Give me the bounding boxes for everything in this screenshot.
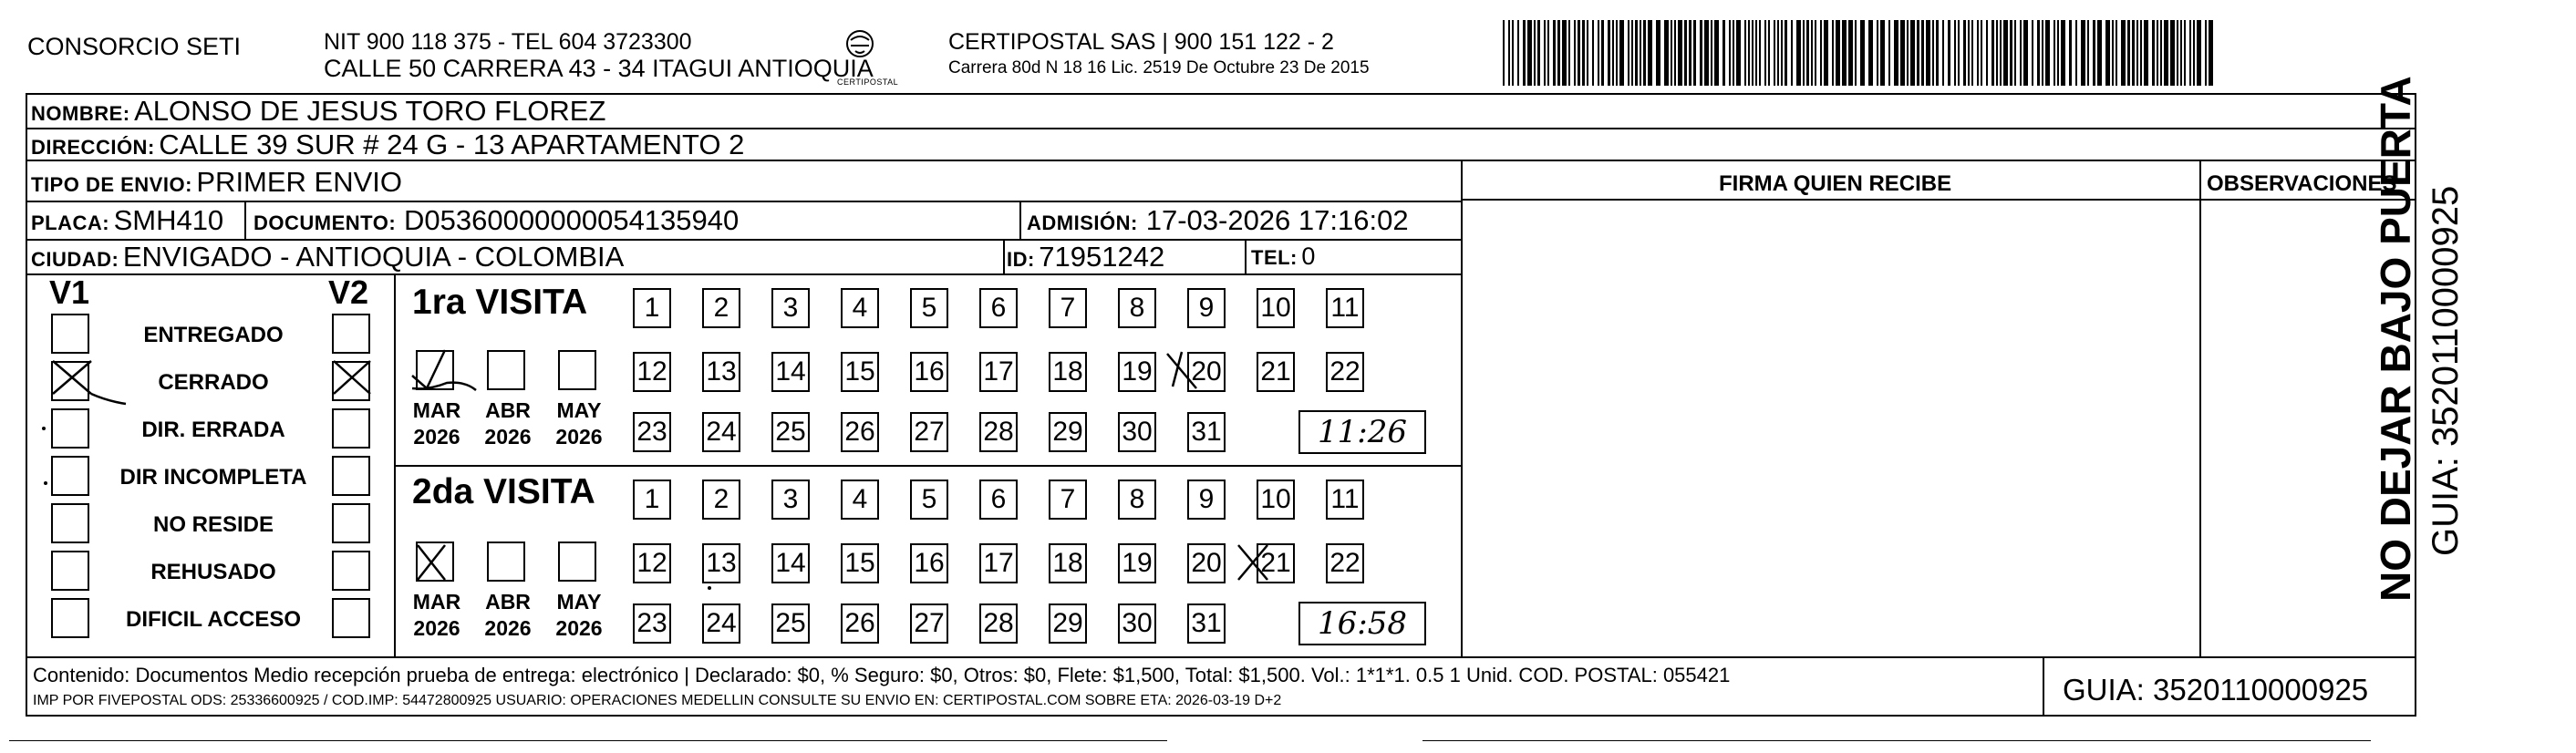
month-name: MAY — [556, 398, 602, 422]
day-box[interactable]: 2 — [702, 480, 740, 520]
day-box[interactable]: 1 — [633, 480, 671, 520]
imp-line: IMP POR FIVEPOSTAL ODS: 25336600925 / COD.IMP: 54472800925 USUARIO: OPERACIONES MEDELLIN CONSULTE SU ENVIO EN: CERTIPOSTAL.COM SOBRE ETA: 2026-03-19 D+2 — [33, 693, 1282, 708]
month-year: 2026 — [555, 424, 603, 449]
day-box[interactable]: 21 — [1257, 352, 1295, 392]
day-box[interactable]: 8 — [1118, 288, 1156, 328]
observaciones-header: OBSERVACIONES — [2207, 171, 2397, 196]
day-box[interactable]: 24 — [702, 412, 740, 452]
day-box[interactable]: 21 — [1257, 543, 1295, 583]
admision-value: 17-03-2026 17:16:02 — [1145, 204, 1409, 236]
day-box[interactable]: 25 — [771, 603, 810, 644]
company-name: CONSORCIO SETI — [27, 33, 242, 60]
month-name: ABR — [485, 590, 531, 614]
ciudad-label: CIUDAD: — [31, 248, 119, 271]
visit2-time: 16:58 — [1318, 605, 1407, 642]
day-box[interactable]: 16 — [910, 352, 948, 392]
day-box[interactable]: 29 — [1049, 412, 1087, 452]
status-label: CERRADO — [158, 370, 269, 395]
day-box[interactable]: 16 — [910, 543, 948, 583]
day-box[interactable]: 22 — [1326, 352, 1364, 392]
day-box[interactable]: 26 — [841, 603, 879, 644]
month-year: 2026 — [555, 615, 603, 640]
month-name: MAR — [412, 398, 461, 422]
status-label: REHUSADO — [150, 560, 276, 584]
visit1-time-box[interactable] — [1298, 410, 1426, 454]
tipo-value: PRIMER ENVIO — [196, 166, 403, 198]
day-box[interactable]: 23 — [633, 603, 671, 644]
admision-label: ADMISIÓN: — [1027, 211, 1138, 234]
day-box[interactable]: 13 — [702, 543, 740, 583]
month-year: 2026 — [413, 424, 460, 449]
address-line: CALLE 50 CARRERA 43 - 34 ITAGUI ANTIOQUIA — [324, 55, 874, 82]
day-box[interactable]: 3 — [771, 480, 810, 520]
side-guia: GUIA: 3520110000925 — [2426, 185, 2466, 556]
nombre-label: NOMBRE: — [31, 102, 130, 125]
day-box[interactable]: 5 — [910, 288, 948, 328]
day-box[interactable]: 1 — [633, 288, 671, 328]
day-box[interactable]: 11 — [1326, 480, 1364, 520]
day-box[interactable]: 18 — [1049, 352, 1087, 392]
day-box[interactable]: 30 — [1118, 412, 1156, 452]
license-line: Carrera 80d N 18 16 Lic. 2519 De Octubre 23 De 2015 — [948, 58, 1370, 77]
placa-value: SMH410 — [113, 204, 224, 236]
tipo-label: TIPO DE ENVIO: — [31, 173, 192, 196]
month-name: MAR — [412, 590, 461, 614]
day-box[interactable]: 13 — [702, 352, 740, 392]
day-box[interactable]: 28 — [979, 412, 1018, 452]
day-box[interactable]: 8 — [1118, 480, 1156, 520]
visit1-time: 11:26 — [1318, 414, 1407, 450]
v2-header: V2 — [328, 273, 369, 311]
month-year: 2026 — [413, 615, 460, 640]
day-box[interactable]: 20 — [1187, 543, 1226, 583]
documento-label: DOCUMENTO: — [253, 211, 397, 234]
month-name: ABR — [485, 398, 531, 422]
documento-value: D05360000000054135940 — [404, 204, 740, 236]
direccion-label: DIRECCIÓN: — [31, 136, 155, 159]
day-box[interactable]: 29 — [1049, 603, 1087, 644]
month-year: 2026 — [484, 424, 532, 449]
direccion-value: CALLE 39 SUR # 24 G - 13 APARTAMENTO 2 — [159, 129, 745, 160]
visit2-time-box[interactable] — [1298, 602, 1426, 645]
day-box[interactable]: 4 — [841, 288, 879, 328]
id-value: 71951242 — [1039, 241, 1165, 273]
status-label: DIR INCOMPLETA — [119, 465, 307, 490]
nit-line: NIT 900 118 375 - TEL 604 3723300 — [324, 29, 692, 55]
placa-label: PLACA: — [31, 211, 110, 234]
day-box[interactable]: 10 — [1257, 288, 1295, 328]
visit1-title: 1ra VISITA — [412, 283, 588, 322]
tel-value: 0 — [1301, 242, 1316, 270]
tel-label: TEL: — [1251, 246, 1298, 269]
day-box[interactable]: 9 — [1187, 288, 1226, 328]
v1-header: V1 — [49, 273, 90, 311]
day-box[interactable]: 19 — [1118, 543, 1156, 583]
day-box[interactable]: 7 — [1049, 480, 1087, 520]
day-box[interactable]: 12 — [633, 352, 671, 392]
day-box[interactable]: 5 — [910, 480, 948, 520]
nombre-value: ALONSO DE JESUS TORO FLOREZ — [134, 95, 606, 127]
day-box[interactable]: 20 — [1187, 352, 1226, 392]
day-box[interactable]: 15 — [841, 543, 879, 583]
day-box[interactable]: 14 — [771, 543, 810, 583]
id-label: ID: — [1007, 248, 1035, 271]
day-box[interactable]: 6 — [979, 480, 1018, 520]
ciudad-value: ENVIGADO - ANTIOQUIA - COLOMBIA — [122, 241, 625, 273]
no-dejar-bajo-puerta: NO DEJAR BAJO PUERTA — [2372, 76, 2419, 602]
day-box[interactable]: 10 — [1257, 480, 1295, 520]
day-box[interactable]: 2 — [702, 288, 740, 328]
status-label: NO RESIDE — [152, 512, 274, 537]
day-box[interactable]: 27 — [910, 603, 948, 644]
status-label: ENTREGADO — [143, 323, 284, 347]
day-box[interactable]: 27 — [910, 412, 948, 452]
day-box[interactable]: 17 — [979, 352, 1018, 392]
status-label: DIFICIL ACCESO — [125, 607, 301, 632]
status-label: DIR. ERRADA — [141, 418, 285, 442]
day-box[interactable]: 4 — [841, 480, 879, 520]
day-box[interactable]: 3 — [771, 288, 810, 328]
month-year: 2026 — [484, 615, 532, 640]
day-box[interactable]: 25 — [771, 412, 810, 452]
day-box[interactable]: 7 — [1049, 288, 1087, 328]
guia-box: GUIA: 3520110000925 — [2063, 673, 2369, 707]
day-box[interactable]: 23 — [633, 412, 671, 452]
day-box[interactable]: 11 — [1326, 288, 1364, 328]
firma-header: FIRMA QUIEN RECIBE — [1719, 171, 1952, 196]
day-box[interactable]: 28 — [979, 603, 1018, 644]
contenido-line: Contenido: Documentos Medio recepción prueba de entrega: electrónico | Declarado: $0, % Seguro: $0, Otros: $0, Flete: $1,500, Total: $1,500. Vol.: 1*1*1. 0.5 1 Unid. COD. POSTAL: 055421 — [33, 664, 1731, 686]
visit2-title: 2da VISITA — [412, 472, 595, 511]
day-box[interactable]: 14 — [771, 352, 810, 392]
day-box[interactable]: 17 — [979, 543, 1018, 583]
day-box[interactable]: 9 — [1187, 480, 1226, 520]
day-box[interactable]: 22 — [1326, 543, 1364, 583]
day-box[interactable]: 26 — [841, 412, 879, 452]
certipostal-line: CERTIPOSTAL SAS | 900 151 122 - 2 — [948, 29, 1334, 55]
day-box[interactable]: 19 — [1118, 352, 1156, 392]
day-box[interactable]: 24 — [702, 603, 740, 644]
day-box[interactable]: 31 — [1187, 603, 1226, 644]
logo-text: CERTIPOSTAL — [837, 77, 899, 87]
day-box[interactable]: 18 — [1049, 543, 1087, 583]
day-box[interactable]: 15 — [841, 352, 879, 392]
day-box[interactable]: 6 — [979, 288, 1018, 328]
day-box[interactable]: 30 — [1118, 603, 1156, 644]
day-box[interactable]: 31 — [1187, 412, 1226, 452]
day-box[interactable]: 12 — [633, 543, 671, 583]
month-name: MAY — [556, 590, 602, 614]
